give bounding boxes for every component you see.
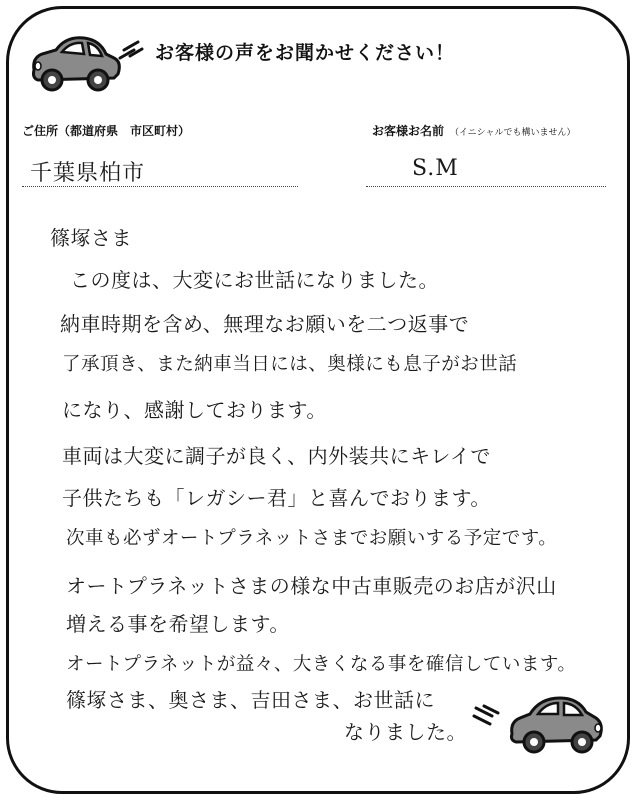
message-line: 車両は大変に調子が良く、内外装共にキレイで bbox=[62, 444, 491, 468]
speed-lines-icon bbox=[472, 704, 502, 728]
message-line: なりました。 bbox=[344, 720, 467, 744]
car-icon bbox=[26, 30, 124, 92]
car-icon bbox=[506, 690, 606, 754]
message-line: 子供たちも「レガシー君」と喜んでおります。 bbox=[62, 486, 491, 510]
message-line: 篠塚さま、奥さま、吉田さま、お世話に bbox=[66, 688, 435, 712]
name-value: S.M bbox=[412, 156, 459, 181]
message-line: になり、感謝しております。 bbox=[62, 398, 327, 422]
message-line: オートプラネットさまの様な中古車販売のお店が沢山 bbox=[66, 574, 557, 598]
name-label-group bbox=[372, 122, 575, 139]
address-value: 千葉県柏市 bbox=[30, 161, 146, 186]
message-line: 篠塚さま bbox=[50, 226, 132, 250]
message-line: 了承頂き、また納車当日には、奥様にも息子がお世話 bbox=[62, 354, 518, 375]
message-line: 納車時期を含め、無理なお願いを二つ返事で bbox=[60, 312, 470, 336]
speed-lines-icon bbox=[116, 36, 146, 62]
message-line: 次車も必ずオートプラネットさまでお願いする予定です。 bbox=[66, 528, 558, 549]
name-label: お客様お名前 bbox=[372, 124, 445, 138]
message-line: この度は、大変にお世話になりました。 bbox=[70, 268, 439, 292]
name-underline bbox=[366, 186, 606, 187]
message-line: オートプラネットが益々、大きくなる事を確信しています。 bbox=[66, 654, 577, 675]
message-line: 増える事を希望します。 bbox=[66, 612, 290, 636]
address-label: ご住所（都道府県 市区町村） bbox=[22, 124, 191, 138]
name-note: （イニシャルでも構いません） bbox=[450, 128, 576, 138]
address-underline bbox=[22, 186, 298, 187]
page-title: お客様の声をお聞かせください！ bbox=[155, 42, 456, 64]
